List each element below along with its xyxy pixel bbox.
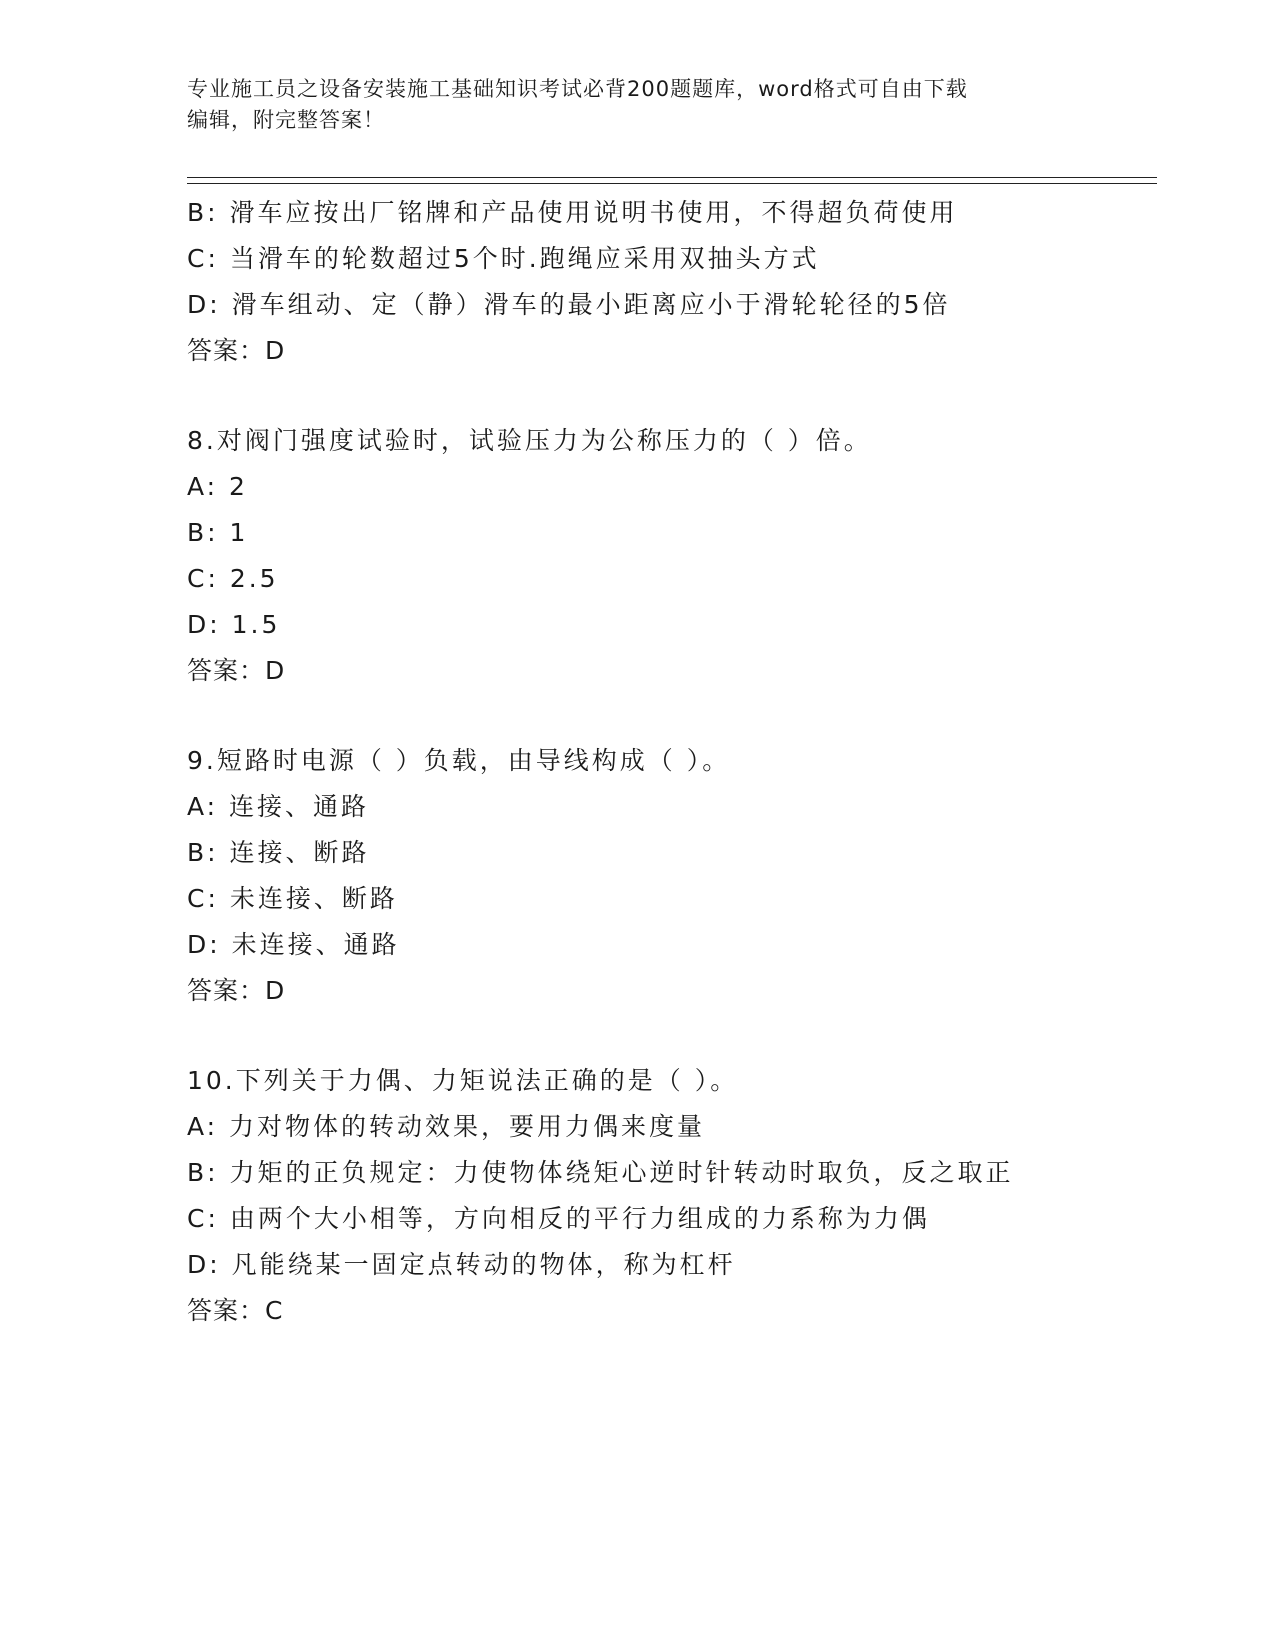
option-a: A: 连接、通路 xyxy=(187,792,370,821)
answer-line: 答案：D xyxy=(187,976,286,1005)
option-a: A: 2 xyxy=(187,472,248,501)
question-8 xyxy=(187,418,1187,694)
spacer xyxy=(187,374,1187,418)
option-c: C: 由两个大小相等，方向相反的平行力组成的力系称为力偶 xyxy=(187,1204,930,1233)
spacer xyxy=(187,694,1187,738)
answer-line: 答案：C xyxy=(187,1296,284,1325)
option-d: D: 凡能绕某一固定点转动的物体，称为杠杆 xyxy=(187,1250,736,1279)
option-c: C: 当滑车的轮数超过5个时.跑绳应采用双抽头方式 xyxy=(187,244,820,273)
question-text: 10.下列关于力偶、力矩说法正确的是（ ）。 xyxy=(187,1066,739,1095)
question-7-continued xyxy=(187,190,1187,374)
document-header xyxy=(187,74,1067,136)
spacer xyxy=(187,1014,1187,1058)
question-9 xyxy=(187,738,1187,1014)
option-d: D: 未连接、通路 xyxy=(187,930,400,959)
header-divider-bottom xyxy=(187,183,1157,184)
option-b: B: 滑车应按出厂铭牌和产品使用说明书使用，不得超负荷使用 xyxy=(187,198,958,227)
question-list xyxy=(187,190,1187,1334)
answer-line: 答案：D xyxy=(187,656,286,685)
question-text: 9.短路时电源（ ）负载，由导线构成（ ）。 xyxy=(187,746,731,775)
option-d: D: 滑车组动、定（静）滑车的最小距离应小于滑轮轮径的5倍 xyxy=(187,290,951,319)
answer-line: 答案：D xyxy=(187,336,286,365)
option-b: B: 力矩的正负规定：力使物体绕矩心逆时针转动时取负，反之取正 xyxy=(187,1158,1014,1187)
option-b: B: 1 xyxy=(187,518,249,547)
option-a: A: 力对物体的转动效果，要用力偶来度量 xyxy=(187,1112,706,1141)
header-line-1: 专业施工员之设备安装施工基础知识考试必背200题题库，word格式可自由下载 xyxy=(187,77,968,101)
question-text: 8.对阀门强度试验时，试验压力为公称压力的（ ）倍。 xyxy=(187,426,872,455)
header-divider-top xyxy=(187,177,1157,178)
option-d: D: 1.5 xyxy=(187,610,281,639)
question-10 xyxy=(187,1058,1187,1334)
option-c: C: 未连接、断路 xyxy=(187,884,398,913)
option-c: C: 2.5 xyxy=(187,564,279,593)
option-b: B: 连接、断路 xyxy=(187,838,370,867)
header-line-2: 编辑，附完整答案！ xyxy=(187,108,385,132)
